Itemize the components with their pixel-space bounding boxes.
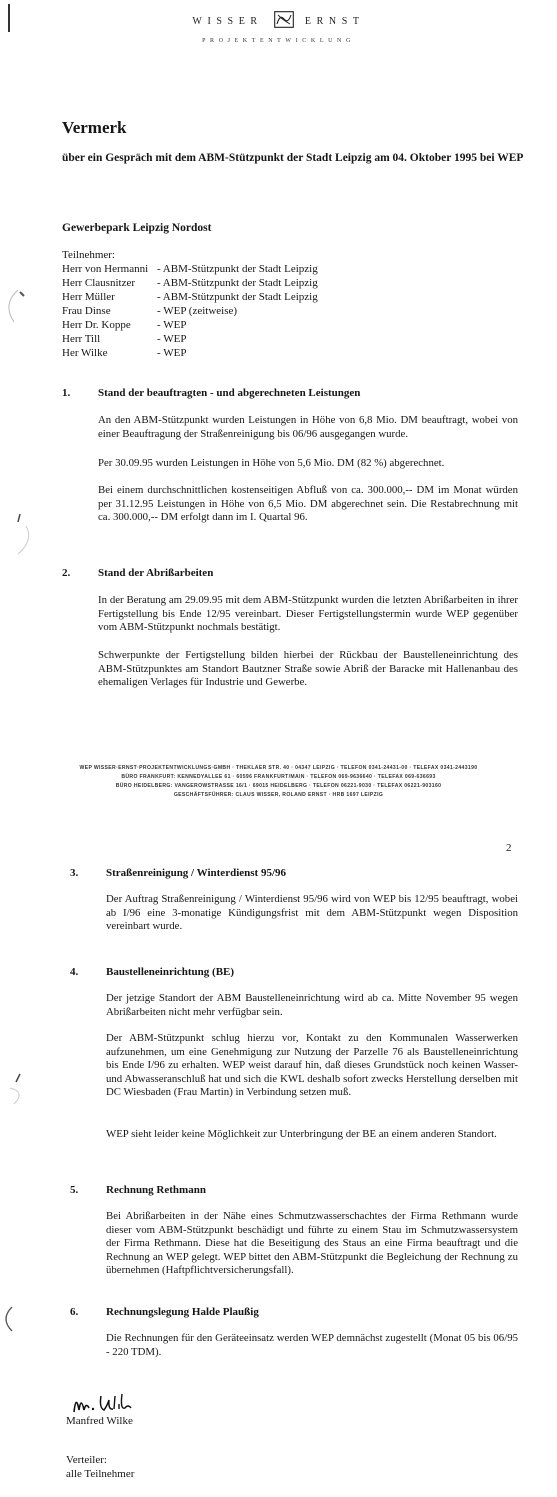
- participant-name: Herr Till: [62, 333, 101, 345]
- participant-name: Herr Müller: [62, 291, 115, 303]
- participant-role: - WEP: [157, 319, 187, 331]
- company-logo-icon: [274, 11, 294, 28]
- participant-role: - ABM-Stützpunkt der Stadt Leipzig: [157, 277, 318, 289]
- section-paragraph: Bei einem durchschnittlichen kostenseitigen Abfluß von ca. 300.000,-- DM im Monat würden per 31.12.95 Leistungen in Höhe von 6,5 Mio. DM abgerechnet sein. Die Restabrechnung mit ca. 300.000,-- DM erfolgt dann im I. Quartal 96.: [98, 484, 518, 524]
- footer-line: WEP WISSER·ERNST·PROJEKTENTWICKLUNGS·GMBH · THEKLAER STR. 40 · 04347 LEIPZIG · TELEFON 0341-24431-00 · TELEFAX 0341-2443190: [79, 765, 478, 771]
- participant-name: Herr von Hermanni: [62, 263, 149, 275]
- scan-mark-left-4: [0, 1305, 30, 1335]
- page-number: 2: [506, 842, 512, 854]
- brand-right: ERNST: [304, 16, 365, 27]
- section-number: 6.: [70, 1306, 79, 1318]
- brand-left: WISSER: [192, 16, 263, 27]
- section-paragraph: In der Beratung am 29.09.95 mit dem ABM-Stützpunkt wurden die letzten Abrißarbeiten in ihrer Fertigstellung bis Ende 12/95 vereinbart. Dieser Fertigstellungstermin wurde WEP gegenüber vom ABM-Stützpunkt nochmals bestätigt.: [98, 594, 518, 634]
- participant-name: Herr Dr. Koppe: [62, 319, 131, 331]
- section-paragraph: Der jetzige Standort der ABM Baustelleneinrichtung wird ab ca. Mitte November 95 wegen Abrißarbeiten nicht mehr verfügbar sein.: [106, 992, 518, 1018]
- section-paragraph: Der ABM-Stützpunkt schlug hierzu vor, Kontakt zu den Kommunalen Wasserwerken aufzunehmen, um eine Genehmigung zur Nutzung der Parzelle 76 als Baustelleneinrichtung bis Ende I/96 zu erhalten. WEP weist darauf hin, daß dieses Grundstück noch keinen Wasser- und Abwasseranschluß hat und sich die KWL deshalb sofort zwecks Herstellung derselben mit DC Wiesbaden (Frau Martin) in Verbindung setzen muß.: [106, 1032, 518, 1099]
- participant-name: Herr Clausnitzer: [62, 277, 135, 289]
- distribution-label: Verteiler:: [66, 1454, 107, 1466]
- handwritten-signature: [70, 1390, 140, 1416]
- participant-role: - WEP (zeitweise): [157, 305, 238, 317]
- footer-line: BÜRO FRANKFURT: KENNEDYALLEE 61 · 60596 FRANKFURT/MAIN · TELEFON 069-9636640 · TELEFAX 069-636693: [121, 774, 436, 780]
- letterhead-subline: PROJEKTENTWICKLUNG: [202, 38, 355, 44]
- section-paragraph: Bei Abrißarbeiten in der Nähe eines Schmutzwasserschachtes der Firma Rethmann wurde dieser vom ABM-Stützpunkt beschädigt und führte zu einem Stau im Schmutzwassersystem der Firma Rethmann. Diese hat die Beseitigung des Staus an eine Firma beauftragt und die Rechnung an WEP gelegt. WEP bittet den ABM-Stützpunkt die Begleichung der Rechnung zu übernehmen (Haftpflichtversicherungsfall).: [106, 1210, 518, 1277]
- signatory-name: Manfred Wilke: [66, 1415, 133, 1427]
- section-paragraph: Die Rechnungen für den Geräteeinsatz werden WEP demnächst zugestellt (Monat 05 bis 06/95 - 220 TDM).: [106, 1332, 518, 1358]
- participant-name: Frau Dinse: [62, 305, 111, 317]
- project-name: Gewerbepark Leipzig Nordost: [62, 222, 212, 234]
- participant-role: - WEP: [157, 333, 187, 345]
- participant-role: - ABM-Stützpunkt der Stadt Leipzig: [157, 263, 318, 275]
- document-title: Vermerk: [62, 118, 127, 137]
- participant-name: Her Wilke: [62, 347, 108, 359]
- section-paragraph: WEP sieht leider keine Möglichkeit zur Unterbringung der BE an einem anderen Standort.: [106, 1128, 497, 1140]
- section-heading: Baustelleneinrichtung (BE): [106, 966, 235, 978]
- section-number: 2.: [62, 567, 71, 579]
- section-paragraph: Schwerpunkte der Fertigstellung bilden hierbei der Rückbau der Baustelleneinrichtung des ABM-Stützpunktes am Standort Bautzner Straße sowie Abriß der Baracke mit Hallenanbau des ehemaligen Verlages für Industrie und Gewerbe.: [98, 649, 518, 689]
- section-number: 1.: [62, 387, 71, 399]
- footer-line: GESCHÄFTSFÜHRER: CLAUS WISSER, ROLAND ERNST · HRB 1697 LEIPZIG: [173, 792, 384, 798]
- section-paragraph: Per 30.09.95 wurden Leistungen in Höhe von 5,6 Mio. DM (82 %) abgerechnet.: [98, 457, 445, 469]
- section-paragraph: Der Auftrag Straßenreinigung / Winterdienst 95/96 wird von WEP bis 12/95 beauftragt, wobei ab I/96 eine 3-monatige Kündigungsfrist mit dem ABM-Stützpunkt wegen Disposition vereinbart wurde.: [106, 893, 518, 933]
- distribution-list: alle Teilnehmer: [66, 1468, 135, 1480]
- section-heading: Rechnungslegung Halde Plaußig: [106, 1306, 259, 1318]
- section-number: 4.: [70, 966, 79, 978]
- section-heading: Stand der beauftragten - und abgerechneten Leistungen: [98, 387, 361, 399]
- participant-role: - WEP: [157, 347, 187, 359]
- section-heading: Stand der Abrißarbeiten: [98, 567, 214, 579]
- letterhead-brand: [0, 11, 557, 28]
- scan-mark-left-2: [4, 510, 34, 560]
- section-paragraph: An den ABM-Stützpunkt wurden Leistungen in Höhe von 6,8 Mio. DM beauftragt, wobei von einer Beauftragung der Straßenreinigung bis 06/96 ausgegangen wurde.: [98, 414, 518, 440]
- section-heading: Straßenreinigung / Winterdienst 95/96: [106, 867, 286, 879]
- section-number: 3.: [70, 867, 79, 879]
- section-heading: Rechnung Rethmann: [106, 1184, 206, 1196]
- scan-mark-left-1: [0, 286, 30, 326]
- footer-line: BÜRO HEIDELBERG: VANGEROWSTRASSE 16/1 · 69015 HEIDELBERG · TELEFON 06221-9030 · TELEFAX 06221-903160: [115, 783, 442, 789]
- document-subtitle: über ein Gespräch mit dem ABM-Stützpunkt der Stadt Leipzig am 04. Oktober 1995 bei WEP: [62, 152, 524, 164]
- scan-mark-left-3: [4, 1070, 34, 1110]
- section-number: 5.: [70, 1184, 79, 1196]
- participants-label: Teilnehmer:: [62, 249, 115, 261]
- participant-role: - ABM-Stützpunkt der Stadt Leipzig: [157, 291, 318, 303]
